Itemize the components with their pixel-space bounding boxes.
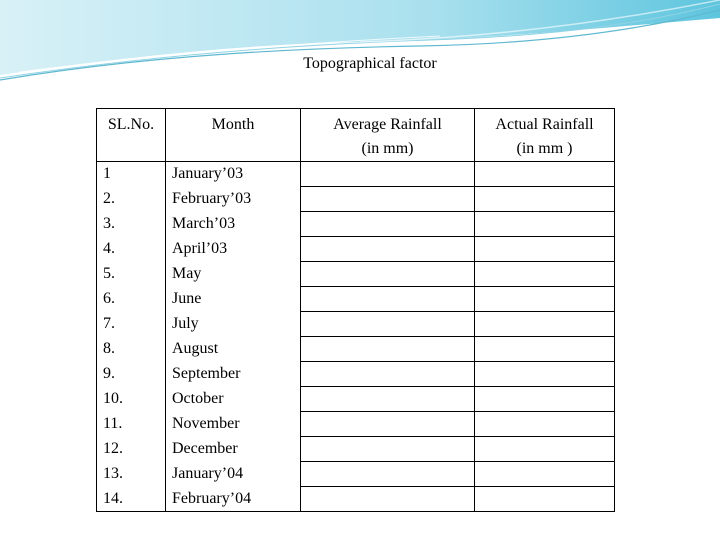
average-rainfall-cell [301,162,475,187]
average-rainfall-cell [301,362,475,387]
table-row [97,287,615,312]
decorative-wave-banner [0,0,720,90]
month-cell: October [166,387,301,412]
sl-no-cell: 4. [97,237,166,262]
sl-no-cell: 13. [97,462,166,487]
average-rainfall-cell [301,212,475,237]
sl-no-cell: 10. [97,387,166,412]
month-header [166,109,301,162]
month-cell: January’04 [166,462,301,487]
actual-rainfall-cell [475,312,615,337]
sl-no-cell: 6. [97,287,166,312]
table-row [97,462,615,487]
month-cell: January’03 [166,162,301,187]
actual-rainfall-cell [475,362,615,387]
table-row [97,387,615,412]
average-rainfall-cell [301,237,475,262]
month-cell: June [166,287,301,312]
actual-rainfall-cell [475,262,615,287]
average-rainfall-cell [301,262,475,287]
actual-rainfall-cell [475,462,615,487]
sl-no-cell: 7. [97,312,166,337]
actual-rainfall-cell [475,162,615,187]
table-row [97,362,615,387]
sl-no-cell: 8. [97,337,166,362]
average-rainfall-cell [301,412,475,437]
table-row [97,212,615,237]
actual-rainfall-header-line2: (in mm ) [516,140,573,157]
table-row [97,162,615,187]
actual-rainfall-header-line1: Actual Rainfall [495,116,594,133]
month-cell: December [166,437,301,462]
table-row [97,237,615,262]
table-row [97,412,615,437]
month-cell: May [166,262,301,287]
table-row [97,487,615,512]
sl-no-header-text: SL.No. [107,116,155,133]
actual-rainfall-cell [475,437,615,462]
month-cell: September [166,362,301,387]
actual-rainfall-header [475,109,615,162]
sl-no-cell: 5. [97,262,166,287]
table-row [97,337,615,362]
month-cell: February’03 [166,187,301,212]
sl-no-cell: 2. [97,187,166,212]
sl-no-header [97,109,166,162]
average-rainfall-cell [301,437,475,462]
average-rainfall-header-line1: Average Rainfall [333,116,442,133]
month-cell: April’03 [166,237,301,262]
actual-rainfall-cell [475,337,615,362]
average-rainfall-cell [301,312,475,337]
average-rainfall-cell [301,387,475,412]
table-row [97,262,615,287]
month-cell: November [166,412,301,437]
actual-rainfall-cell [475,287,615,312]
average-rainfall-cell [301,487,475,512]
table-row [97,187,615,212]
sl-no-cell: 3. [97,212,166,237]
table-row [97,437,615,462]
actual-rainfall-cell [475,237,615,262]
sl-no-cell: 12. [97,437,166,462]
sl-no-cell: 9. [97,362,166,387]
sl-no-cell: 11. [97,412,166,437]
sl-no-cell: 14. [97,487,166,512]
month-cell: August [166,337,301,362]
average-rainfall-cell [301,287,475,312]
actual-rainfall-cell [475,387,615,412]
month-cell: February’04 [166,487,301,512]
table-header-row [97,109,615,162]
actual-rainfall-cell [475,212,615,237]
page-title: Topographical factor [303,55,437,72]
month-header-text: Month [211,116,255,133]
month-cell: July [166,312,301,337]
average-rainfall-cell [301,462,475,487]
average-rainfall-cell [301,187,475,212]
actual-rainfall-cell [475,412,615,437]
actual-rainfall-cell [475,187,615,212]
actual-rainfall-cell [475,487,615,512]
rainfall-table [96,108,615,512]
table-row [97,312,615,337]
average-rainfall-header-line2: (in mm) [361,140,414,157]
average-rainfall-cell [301,337,475,362]
month-cell: March’03 [166,212,301,237]
sl-no-cell: 1 [97,162,166,187]
average-rainfall-header [301,109,475,162]
